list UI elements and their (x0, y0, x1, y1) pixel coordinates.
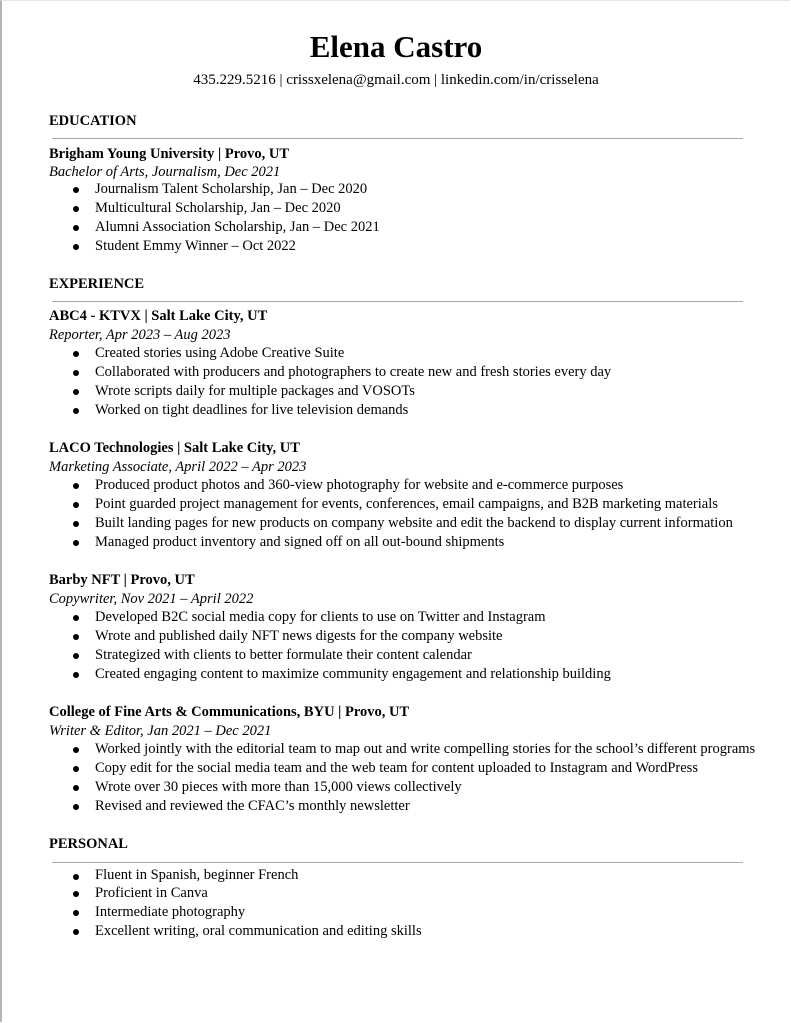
job-role: Reporter, Apr 2023 – Aug 2023 (49, 327, 231, 343)
job-bullets (49, 740, 755, 816)
job-bullets (49, 476, 733, 552)
list-item: Collaborated with producers and photographers to create new and fresh stories every day (49, 363, 611, 382)
list-item: Worked jointly with the editorial team to map out and write compelling stories for the school’s different programs (49, 740, 755, 759)
section-divider (52, 138, 743, 139)
education-school: Brigham Young University | Provo, UT (49, 146, 290, 162)
list-item: Student Emmy Winner – Oct 2022 (49, 237, 380, 256)
section-title-personal: PERSONAL (49, 836, 128, 852)
list-item: Developed B2C social media copy for clients to use on Twitter and Instagram (49, 608, 611, 627)
list-item: Strategized with clients to better formulate their content calendar (49, 646, 611, 665)
list-item: Produced product photos and 360-view photography for website and e-commerce purposes (49, 476, 733, 495)
list-item: Copy edit for the social media team and the web team for content uploaded to Instagram and WordPress (49, 759, 755, 778)
job-company: College of Fine Arts & Communications, BYU | Provo, UT (49, 704, 410, 720)
job-company: LACO Technologies | Salt Lake City, UT (49, 440, 300, 456)
list-item: Journalism Talent Scholarship, Jan – Dec 2020 (49, 180, 380, 199)
education-degree: Bachelor of Arts, Journalism, Dec 2021 (49, 164, 281, 180)
job-bullets (49, 344, 611, 420)
candidate-name: Elena Castro (309, 29, 483, 64)
job-company: ABC4 - KTVX | Salt Lake City, UT (49, 308, 268, 324)
job-role: Writer & Editor, Jan 2021 – Dec 2021 (49, 723, 272, 739)
list-item: Excellent writing, oral communication and editing skills (49, 922, 422, 941)
job-role: Copywriter, Nov 2021 – April 2022 (49, 591, 254, 607)
section-title-education: EDUCATION (49, 113, 137, 129)
list-item: Wrote scripts daily for multiple packages and VOSOTs (49, 382, 611, 401)
list-item: Managed product inventory and signed off on all out-bound shipments (49, 533, 733, 552)
list-item: Alumni Association Scholarship, Jan – Dec 2021 (49, 218, 380, 237)
section-divider (52, 862, 743, 863)
list-item: Proficient in Canva (49, 884, 422, 903)
list-item: Revised and reviewed the CFAC’s monthly newsletter (49, 797, 755, 816)
list-item: Created engaging content to maximize community engagement and relationship building (49, 665, 611, 684)
section-divider (52, 301, 743, 302)
list-item: Created stories using Adobe Creative Suite (49, 344, 611, 363)
list-item: Built landing pages for new products on company website and edit the backend to display current information (49, 514, 733, 533)
list-item: Intermediate photography (49, 903, 422, 922)
section-title-experience: EXPERIENCE (49, 276, 145, 292)
job-role: Marketing Associate, April 2022 – Apr 2023 (49, 459, 307, 475)
list-item: Worked on tight deadlines for live television demands (49, 401, 611, 420)
education-bullets (49, 180, 380, 256)
list-item: Multicultural Scholarship, Jan – Dec 2020 (49, 199, 380, 218)
personal-bullets (49, 867, 422, 941)
list-item: Point guarded project management for events, conferences, email campaigns, and B2B marketing materials (49, 495, 733, 514)
job-bullets (49, 608, 611, 684)
list-item: Wrote and published daily NFT news digests for the company website (49, 627, 611, 646)
list-item: Wrote over 30 pieces with more than 15,000 views collectively (49, 778, 755, 797)
list-item: Fluent in Spanish, beginner French (49, 867, 422, 884)
job-company: Barby NFT | Provo, UT (49, 572, 195, 588)
contact-line: 435.229.5216 | crissxelena@gmail.com | linkedin.com/in/crisselena (193, 72, 599, 88)
